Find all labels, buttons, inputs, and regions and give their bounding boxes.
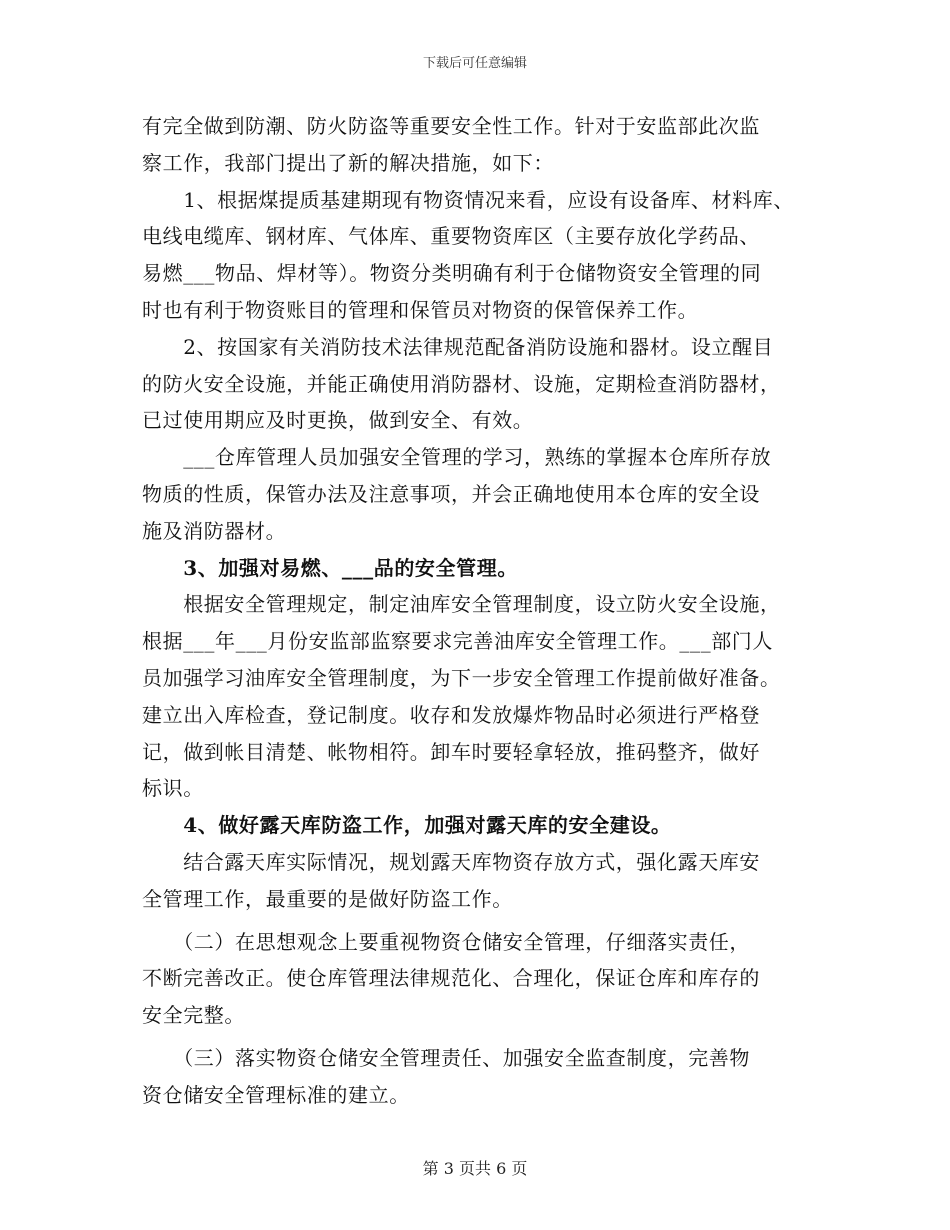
- text-line: 安全完整。: [142, 1003, 245, 1028]
- section-heading: 3、加强对易燃、___品的安全管理。: [142, 555, 518, 580]
- text-line: （三）落实物资仓储安全管理责任、加强安全监查制度，完善物: [142, 1045, 750, 1070]
- text-line: （二）在思想观念上要重视物资仓储安全管理，仔细落实责任，: [142, 929, 750, 954]
- text-line: 电线电缆库、钢材库、气体库、重要物资库区（主要存放化学药品、: [142, 224, 760, 249]
- text-line: 员加强学习油库安全管理制度，为下一步安全管理工作提前做好准备。: [142, 665, 781, 690]
- text-line: 不断完善改正。使仓库管理法律规范化、合理化，保证仓库和库存的: [142, 966, 760, 991]
- page-header: 下载后可任意编辑: [422, 56, 527, 71]
- text-line: 根据___年___月份安监部监察要求完善油库安全管理工作。___部门人: [142, 629, 773, 654]
- text-line: 2、按国家有关消防技术法律规范配备消防设施和器材。设立醒目: [142, 334, 774, 359]
- document-body: [142, 108, 832, 1114]
- text-line: 时也有利于物资账目的管理和保管员对物资的保管保养工作。: [142, 297, 699, 322]
- text-line: 根据安全管理规定，制定油库安全管理制度，设立防火安全设施，: [142, 592, 781, 617]
- text-line: 记，做到帐目清楚、帐物相符。卸车时要轻拿轻放，推码整齐，做好: [142, 739, 760, 764]
- page-number: 第 3 页共 6 页: [422, 1159, 528, 1178]
- text-line: 易燃___物品、焊材等）。物资分类明确有利于仓储物资安全管理的同: [142, 261, 762, 286]
- section-heading: 4、做好露天库防盗工作，加强对露天库的安全建设。: [142, 813, 672, 838]
- text-line: 有完全做到防潮、防火防盗等重要安全性工作。针对于安监部此次监: [142, 114, 760, 138]
- text-line: 施及消防器材。: [142, 518, 287, 543]
- text-line: 察工作，我部门提出了新的解决措施，如下：: [142, 150, 554, 175]
- text-line: 标识。: [142, 776, 204, 801]
- text-line: 建立出入库检查，登记制度。收存和发放爆炸物品时必须进行严格登: [142, 702, 760, 727]
- text-line: 资仓储安全管理标准的建立。: [142, 1082, 410, 1107]
- text-line: 的防火安全设施，并能正确使用消防器材、设施，定期检查消防器材，: [142, 371, 781, 396]
- text-line: 结合露天库实际情况，规划露天库物资存放方式，强化露天库安: [142, 849, 760, 874]
- text-line: 全管理工作，最重要的是做好防盗工作。: [142, 886, 513, 911]
- text-line: 物质的性质，保管办法及注意事项，并会正确地使用本仓库的安全设: [142, 481, 760, 506]
- text-line: 已过使用期应及时更换，做到安全、有效。: [142, 408, 534, 433]
- text-line: 1、根据煤提质基建期现有物资情况来看，应设有设备库、材料库、: [142, 187, 794, 212]
- text-line: ___仓库管理人员加强安全管理的学习，熟练的掌握本仓库所存放: [142, 445, 772, 470]
